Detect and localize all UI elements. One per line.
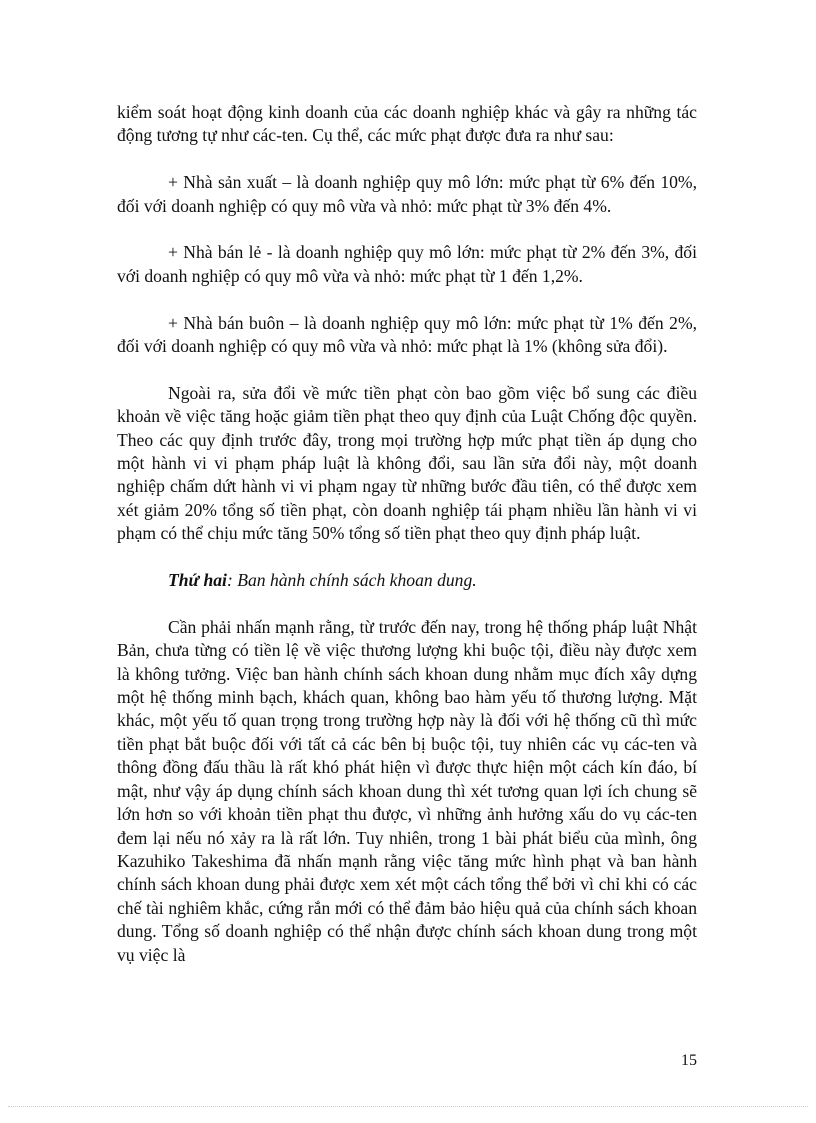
section-heading-rest: : Ban hành chính sách khoan dung. (226, 570, 477, 591)
bullet-wholesaler: + Nhà bán buôn – là doanh nghiệp quy mô lớn: mức phạt từ 1% đến 2%, đối với doanh nghiệp có quy mô vừa và nhỏ: mức phạt là 1% (không sửa đổi). (117, 312, 697, 357)
page-body (117, 101, 697, 990)
bullet-retailer: + Nhà bán lẻ - là doanh nghiệp quy mô lớn: mức phạt từ 2% đến 3%, đối với doanh nghiệp có quy mô vừa và nhỏ: mức phạt từ 1 đến 1,2%. (117, 242, 697, 286)
section-heading-lead: Thứ hai (168, 570, 227, 591)
paragraph-continuation: kiểm soát hoạt động kinh doanh của các doanh nghiệp khác và gây ra những tác động tương tự như các-ten. Cụ thể, các mức phạt được đưa ra như sau: (117, 102, 697, 146)
page-bottom-divider (8, 1106, 808, 1107)
paragraph-fine-adjustment: Ngoài ra, sửa đổi về mức tiền phạt còn bao gồm việc bổ sung các điều khoản về việc tăng hoặc giảm tiền phạt theo quy định của Luật Chống độc quyền. Theo các quy định trước đây, trong mọi trường hợp mức phạt tiền áp dụng cho một hành vi vi phạm pháp luật là không đổi, sau lần sửa đổi này, một doanh nghiệp chấm dứt hành vi vi phạm ngay từ những bước đầu tiên, có thể được xem xét giảm 20% tổng số tiền phạt, còn doanh nghiệp tái phạm nhiều lần hành vi vi phạm có thể chịu mức tăng 50% tổng số tiền phạt theo quy định pháp luật. (117, 382, 697, 544)
paragraph-leniency-policy: Cần phải nhấn mạnh rằng, từ trước đến nay, trong hệ thống pháp luật Nhật Bản, chưa từng có tiền lệ về việc thương lượng khi buộc tội, điều này được xem là không tưởng. Việc ban hành chính sách khoan dung nhằm mục đích xây dựng một hệ thống minh bạch, khách quan, không bao hàm yếu tố thương lượng. Mặt khác, một yếu tố quan trọng trong trường hợp này là đối với hệ thống cũ thì mức tiền phạt bắt buộc đối với tất cả các bên bị buộc tội, tuy nhiên các vụ các-ten và thông đồng đấu thầu là rất khó phát hiện vì được thực hiện một cách kín đáo, bí mật, như vậy áp dụng chính sách khoan dung thì xét tương quan lợi ích chung sẽ lớn hơn so với khoản tiền phạt thu được, vì những ảnh hưởng xấu do vụ các-ten đem lại nếu nó xảy ra là rất lớn. Tuy nhiên, trong 1 bài phát biểu của mình, ông Kazuhiko Takeshima đã nhấn mạnh rằng việc tăng mức hình phạt và ban hành chính sách khoan dung phải được xem xét một cách tổng thể bởi vì chỉ khi có các chế tài nghiêm khắc, cứng rắn mới có thể đảm bảo hiệu quả của chính sách khoan dung. Tổng số doanh nghiệp có thể nhận được chính sách khoan dung trong một vụ việc là (117, 616, 697, 965)
page-number: 15 (681, 1052, 697, 1069)
bullet-manufacturer: + Nhà sản xuất – là doanh nghiệp quy mô lớn: mức phạt từ 6% đến 10%, đối với doanh nghiệp có quy mô vừa và nhỏ: mức phạt từ 3% đến 4%. (117, 172, 697, 216)
section-heading (117, 569, 697, 592)
